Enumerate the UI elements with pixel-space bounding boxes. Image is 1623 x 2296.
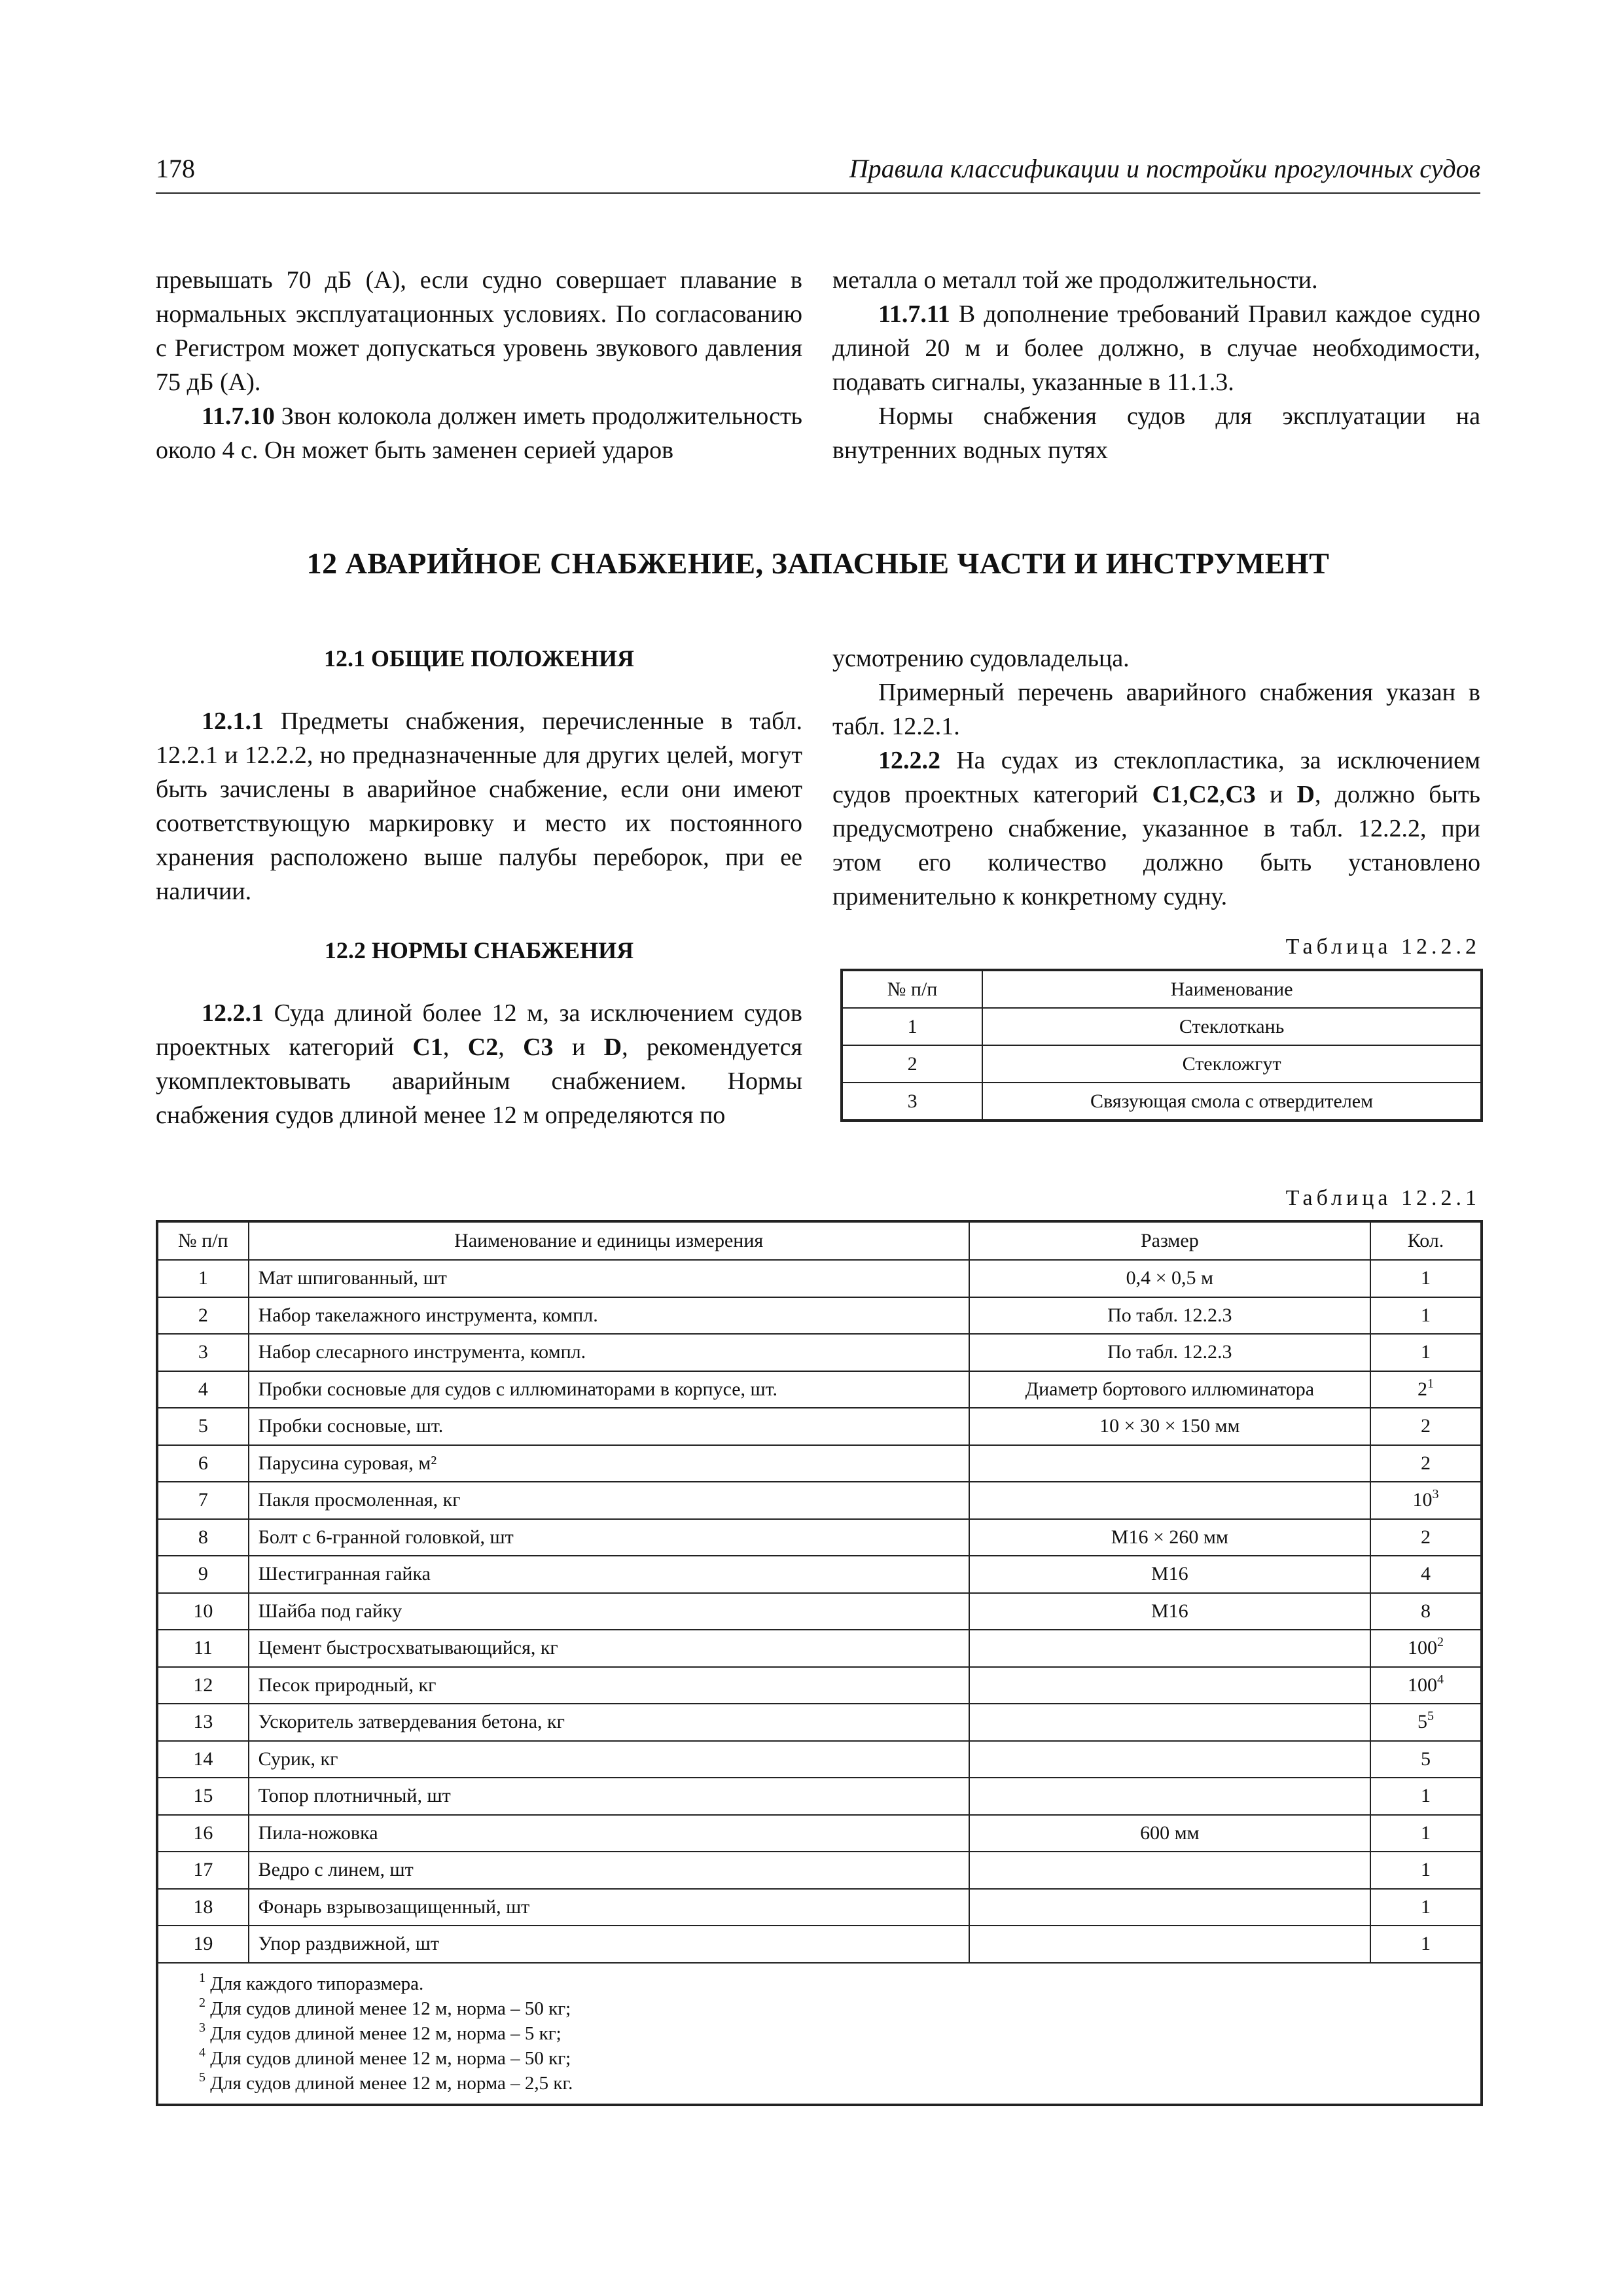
category-c2: C2 [1188, 781, 1219, 808]
column-header-name: Наименование [982, 970, 1482, 1008]
category-d: D [603, 1033, 622, 1061]
cell-size [969, 1704, 1370, 1741]
cell-number [157, 1371, 249, 1408]
cell-number-text: 19 [193, 1933, 213, 1955]
cell-quantity [1370, 1482, 1482, 1519]
cell-name-text: Шестигранная гайка [258, 1563, 431, 1585]
running-title: Правила классификации и постройки прогулочных судов [849, 154, 1480, 183]
column-header-name: Наименование и единицы измерения [249, 1221, 969, 1260]
cell-number [157, 1482, 249, 1519]
footnote-mark: 2 [199, 1995, 205, 2010]
cell-name-text: Набор такелажного инструмента, компл. [258, 1304, 598, 1326]
cell-number-text: 17 [193, 1859, 213, 1881]
cell-number: 2 [842, 1045, 982, 1083]
cell-quantity-text: 1 [1420, 1859, 1431, 1881]
cell-name [249, 1778, 969, 1815]
footnote-ref: 1 [1427, 1376, 1434, 1391]
cell-name-text: Сурик, кг [258, 1748, 338, 1770]
footnote-text: Для каждого типоразмера. [205, 1973, 424, 1994]
cell-quantity-text: 5 [1420, 1748, 1431, 1770]
cell-size [969, 1667, 1370, 1704]
conjunction: и [1255, 781, 1297, 808]
table-row [157, 1704, 1482, 1741]
paragraph-text: На судах из стеклопластика, за исключением судов проектных категорий [832, 747, 1480, 808]
cell-size [969, 1778, 1370, 1815]
paragraph: Нормы снабжения судов для эксплуатации на внутренних водных путях [832, 403, 1480, 464]
cell-name: Стекложгут [982, 1045, 1482, 1083]
cell-quantity [1370, 1704, 1482, 1741]
cell-quantity [1370, 1778, 1482, 1815]
table-row [157, 1667, 1482, 1704]
top-left-column [156, 263, 802, 467]
cell-size-text: Диаметр бортового иллюминатора [1025, 1378, 1315, 1400]
category-c3: C3 [523, 1033, 554, 1061]
cell-quantity [1370, 1297, 1482, 1335]
cell-name-text: Фонарь взрывозащищенный, шт [258, 1895, 530, 1918]
cell-name [249, 1852, 969, 1889]
table-row [157, 1519, 1482, 1556]
cell-name [249, 1889, 969, 1926]
cell-size-text: М16 × 260 мм [1111, 1526, 1228, 1548]
column-header-size: Размер [969, 1221, 1370, 1260]
cell-quantity [1370, 1852, 1482, 1889]
cell-size [969, 1334, 1370, 1371]
cell-number-text: 9 [198, 1563, 208, 1585]
cell-quantity [1370, 1445, 1482, 1482]
cell-name [249, 1297, 969, 1335]
conjunction: и [553, 1033, 604, 1061]
footnote [199, 1996, 1480, 2021]
table-12-2-2-caption: Таблица 12.2.2 [1285, 935, 1480, 959]
footnote-text: Для судов длиной менее 12 м, норма – 2,5 кг. [205, 2072, 573, 2094]
cell-quantity [1370, 1630, 1482, 1667]
cell-name [249, 1926, 969, 1963]
cell-name-text: Топор плотничный, шт [258, 1785, 451, 1807]
cell-size-text: По табл. 12.2.3 [1107, 1341, 1232, 1363]
clause-number: 11.7.11 [878, 300, 950, 328]
cell-quantity-text: 100 [1407, 1674, 1437, 1696]
cell-number-text: 7 [198, 1489, 208, 1511]
cell-number [157, 1556, 249, 1593]
cell-number-text: 10 [193, 1600, 213, 1622]
paragraph-text: Суда длиной более 12 м, за исключением судов проектных категорий [156, 999, 802, 1061]
cell-quantity-text: 1 [1420, 1933, 1431, 1955]
cell-number [157, 1260, 249, 1297]
cell-quantity [1370, 1741, 1482, 1778]
cell-name [249, 1815, 969, 1852]
table-header-row [157, 1221, 1482, 1260]
footnote-ref: 4 [1436, 1672, 1444, 1687]
cell-name [249, 1371, 969, 1408]
separator: , [498, 1033, 524, 1061]
cell-name-text: Шайба под гайку [258, 1600, 402, 1622]
table-row [842, 1008, 1482, 1045]
paragraph: металла о металл той же продолжительности. [832, 266, 1318, 294]
cell-name [249, 1741, 969, 1778]
table-row [157, 1482, 1482, 1519]
footnote [199, 2021, 1480, 2046]
table-row [842, 1045, 1482, 1083]
cell-name [249, 1519, 969, 1556]
cell-name-text: Парусина суровая, м² [258, 1452, 437, 1474]
table-row [157, 1334, 1482, 1371]
category-c1: C1 [412, 1033, 443, 1061]
section-heading-12-2: 12.2 НОРМЫ СНАБЖЕНИЯ [324, 937, 634, 963]
cell-name: Стеклоткань [982, 1008, 1482, 1045]
separator: , [1219, 781, 1226, 808]
footnote-mark: 3 [199, 2020, 205, 2035]
footnote-text: Для судов длиной менее 12 м, норма – 50 кг; [205, 1998, 571, 2019]
table-body [157, 1260, 1482, 1963]
cell-number [157, 1667, 249, 1704]
cell-quantity-text: 5 [1417, 1711, 1427, 1733]
table-row [157, 1852, 1482, 1889]
section-heading-12-1: 12.1 ОБЩИЕ ПОЛОЖЕНИЯ [323, 645, 635, 672]
cell-number-text: 3 [198, 1341, 208, 1363]
cell-number-text: 2 [198, 1304, 208, 1326]
cell-name [249, 1630, 969, 1667]
footnote-text: Для судов длиной менее 12 м, норма – 5 кг; [205, 2022, 562, 2044]
cell-name [249, 1445, 969, 1482]
column-header-quantity: Кол. [1370, 1221, 1482, 1260]
cell-size [969, 1260, 1370, 1297]
paragraph: усмотрению судовладельца. [832, 645, 1130, 672]
cell-number [157, 1741, 249, 1778]
footnote-mark: 5 [199, 2070, 205, 2085]
cell-name [249, 1482, 969, 1519]
category-d: D [1296, 781, 1315, 808]
table-row [157, 1593, 1482, 1630]
footnote-mark: 1 [199, 1970, 205, 1985]
cell-quantity [1370, 1889, 1482, 1926]
cell-number-text: 8 [198, 1526, 208, 1548]
paragraph-text: , должно быть предусмотрено снабжение, указанное в табл. 12.2.2, при этом его количество должно быть установлено применительно к конкретному судну. [832, 781, 1480, 910]
separator: , [442, 1033, 468, 1061]
cell-number [157, 1778, 249, 1815]
cell-name-text: Набор слесарного инструмента, компл. [258, 1341, 586, 1363]
cell-quantity [1370, 1408, 1482, 1445]
table-12-2-1 [156, 1220, 1483, 2106]
footnote-ref: 5 [1427, 1709, 1434, 1724]
cell-name-text: Болт с 6-гранной головкой, шт [258, 1526, 514, 1548]
table-row [157, 1815, 1482, 1852]
cell-number-text: 18 [193, 1895, 213, 1918]
cell-size [969, 1852, 1370, 1889]
cell-number [157, 1704, 249, 1741]
table-header-row [842, 970, 1482, 1008]
table-row [842, 1083, 1482, 1121]
cell-number-text: 14 [193, 1748, 213, 1770]
cell-size-text: 600 мм [1140, 1821, 1200, 1844]
category-c2: C2 [467, 1033, 499, 1061]
paragraph-11-7-11 [832, 297, 1480, 399]
paragraph-12-2-2 [832, 744, 1480, 914]
cell-size [969, 1482, 1370, 1519]
cell-name-text: Цемент быстросхватывающийся, кг [258, 1637, 558, 1659]
cell-size-text: 10 × 30 × 150 мм [1099, 1415, 1240, 1437]
cell-name [249, 1408, 969, 1445]
clause-number: 12.2.1 [202, 999, 264, 1027]
footnotes-row [157, 1963, 1482, 2105]
category-c3: C3 [1225, 781, 1256, 808]
paragraph-text: Звон колокола должен иметь продолжительность около 4 с. Он может быть заменен серией ударов [156, 403, 802, 464]
cell-number [157, 1889, 249, 1926]
paragraph-text: В дополнение требований Правил каждое судно длиной 20 м и более должно, в случае необходимости, подавать сигналы, указанные в 11.1.3. [832, 300, 1480, 396]
cell-number [157, 1630, 249, 1667]
cell-number-text: 11 [193, 1637, 213, 1659]
cell-size [969, 1741, 1370, 1778]
clause-number: 12.1.1 [202, 708, 264, 735]
table-row [157, 1741, 1482, 1778]
cell-number [157, 1926, 249, 1963]
table-12-2-1-caption: Таблица 12.2.1 [1285, 1186, 1480, 1210]
clause-number: 12.2.2 [878, 747, 940, 774]
cell-name [249, 1260, 969, 1297]
cell-number-text: 13 [193, 1711, 213, 1733]
cell-size [969, 1926, 1370, 1963]
footnote-ref: 3 [1432, 1487, 1439, 1502]
cell-name-text: Пробки сосновые для судов с иллюминаторами в корпусе, шт. [258, 1378, 778, 1400]
cell-name-text: Пила-ножовка [258, 1821, 378, 1844]
table-row [157, 1889, 1482, 1926]
table-row [157, 1778, 1482, 1815]
cell-number [157, 1408, 249, 1445]
cell-number-text: 12 [193, 1674, 213, 1696]
middle-left-column [156, 641, 802, 1132]
cell-quantity [1370, 1556, 1482, 1593]
cell-quantity-text: 1 [1420, 1821, 1431, 1844]
header-rule [156, 192, 1480, 194]
cell-quantity-text: 1 [1420, 1304, 1431, 1326]
cell-size [969, 1556, 1370, 1593]
column-header-number: № п/п [842, 970, 982, 1008]
cell-size [969, 1815, 1370, 1852]
cell-size [969, 1445, 1370, 1482]
cell-name [249, 1334, 969, 1371]
footnote [199, 1971, 1480, 1996]
cell-number-text: 15 [193, 1785, 213, 1807]
cell-quantity-text: 1 [1420, 1341, 1431, 1363]
table-row [157, 1556, 1482, 1593]
table-row [157, 1371, 1482, 1408]
paragraph-11-7-10 [156, 399, 802, 467]
cell-quantity-text: 1 [1420, 1895, 1431, 1918]
paragraph-12-2-1 [156, 996, 802, 1132]
cell-quantity [1370, 1519, 1482, 1556]
top-right-column [832, 263, 1480, 467]
column-header-number: № п/п [157, 1221, 249, 1260]
paragraph: Примерный перечень аварийного снабжения указан в табл. 12.2.1. [832, 679, 1480, 740]
footnote [199, 2046, 1480, 2071]
cell-quantity-text: 2 [1420, 1526, 1431, 1548]
cell-size-text: 0,4 × 0,5 м [1126, 1267, 1214, 1289]
cell-quantity [1370, 1815, 1482, 1852]
cell-name-text: Ускоритель затвердевания бетона, кг [258, 1711, 565, 1733]
cell-name-text: Пробки сосновые, шт. [258, 1415, 444, 1437]
table-row [157, 1926, 1482, 1963]
cell-quantity-text: 1 [1420, 1785, 1431, 1807]
cell-size [969, 1630, 1370, 1667]
cell-size [969, 1889, 1370, 1926]
cell-quantity [1370, 1926, 1482, 1963]
cell-number-text: 1 [198, 1267, 208, 1289]
clause-number: 11.7.10 [202, 403, 275, 430]
table-row [157, 1260, 1482, 1297]
table-row [157, 1630, 1482, 1667]
cell-name-text: Ведро с линем, шт [258, 1859, 414, 1881]
cell-number [157, 1445, 249, 1482]
cell-quantity-text: 10 [1412, 1489, 1433, 1511]
paragraph: превышать 70 дБ (А), если судно совершает плавание в нормальных эксплуатационных условиях. По согласованию с Регистром может допускаться уровень звукового давления 75 дБ (А). [156, 266, 802, 396]
cell-name [249, 1704, 969, 1741]
cell-quantity [1370, 1371, 1482, 1408]
cell-number [157, 1815, 249, 1852]
cell-name-text: Мат шпигованный, шт [258, 1267, 447, 1289]
footnote-ref: 2 [1436, 1635, 1444, 1650]
cell-quantity-text: 100 [1407, 1637, 1437, 1659]
cell-quantity-text: 2 [1420, 1452, 1431, 1474]
cell-number [157, 1297, 249, 1335]
cell-quantity-text: 1 [1420, 1267, 1431, 1289]
cell-size [969, 1371, 1370, 1408]
chapter-heading: 12 АВАРИЙНОЕ СНАБЖЕНИЕ, ЗАПАСНЫЕ ЧАСТИ И ИНСТРУМЕНТ [306, 547, 1330, 580]
cell-quantity [1370, 1593, 1482, 1630]
cell-number: 3 [842, 1083, 982, 1121]
cell-number-text: 5 [198, 1415, 208, 1437]
footnote [199, 2071, 1480, 2096]
cell-size [969, 1593, 1370, 1630]
cell-size [969, 1297, 1370, 1335]
footnote-text: Для судов длиной менее 12 м, норма – 50 кг; [205, 2047, 571, 2069]
cell-size-text: М16 [1150, 1563, 1188, 1585]
separator: , [1182, 781, 1189, 808]
cell-name [249, 1556, 969, 1593]
cell-name [249, 1593, 969, 1630]
cell-quantity-text: 2 [1420, 1415, 1431, 1437]
cell-size [969, 1408, 1370, 1445]
cell-size-text: По табл. 12.2.3 [1107, 1304, 1232, 1326]
cell-number-text: 4 [198, 1378, 208, 1400]
cell-quantity-text: 4 [1420, 1563, 1431, 1585]
cell-quantity-text: 2 [1417, 1378, 1427, 1400]
table-row [157, 1297, 1482, 1335]
cell-number [157, 1334, 249, 1371]
middle-right-column [832, 641, 1480, 914]
cell-quantity [1370, 1334, 1482, 1371]
table-row [157, 1445, 1482, 1482]
cell-name [249, 1667, 969, 1704]
cell-size [969, 1519, 1370, 1556]
cell-name-text: Песок природный, кг [258, 1674, 437, 1696]
cell-size-text: М16 [1150, 1600, 1188, 1622]
table-row [157, 1408, 1482, 1445]
paragraph-12-1-1 [156, 704, 802, 908]
cell-number [157, 1852, 249, 1889]
cell-name-text: Пакля просмоленная, кг [258, 1489, 461, 1511]
cell-number: 1 [842, 1008, 982, 1045]
category-c1: C1 [1152, 781, 1183, 808]
cell-name-text: Упор раздвижной, шт [258, 1933, 439, 1955]
page-number: 178 [156, 154, 195, 183]
footnote-mark: 4 [199, 2045, 205, 2060]
cell-number-text: 16 [193, 1821, 213, 1844]
cell-quantity-text: 8 [1420, 1600, 1431, 1622]
cell-name: Связующая смола с отвердителем [982, 1083, 1482, 1121]
cell-number-text: 6 [198, 1452, 208, 1474]
table-12-2-2 [840, 969, 1483, 1122]
cell-quantity [1370, 1260, 1482, 1297]
cell-number [157, 1519, 249, 1556]
cell-quantity [1370, 1667, 1482, 1704]
footnotes [157, 1963, 1482, 2105]
cell-number [157, 1593, 249, 1630]
paragraph-text: Предметы снабжения, перечисленные в табл. 12.2.1 и 12.2.2, но предназначенные для других целей, могут быть зачислены в аварийное снабжение, если они имеют соответствующую маркировку и место их постоянного хранения расположено выше палубы переборок, при ее наличии. [156, 708, 802, 905]
paragraph-text: , рекомендуется укомплектовывать аварийным снабжением. Нормы снабжения судов длиной менее 12 м определяются по [156, 1033, 803, 1129]
